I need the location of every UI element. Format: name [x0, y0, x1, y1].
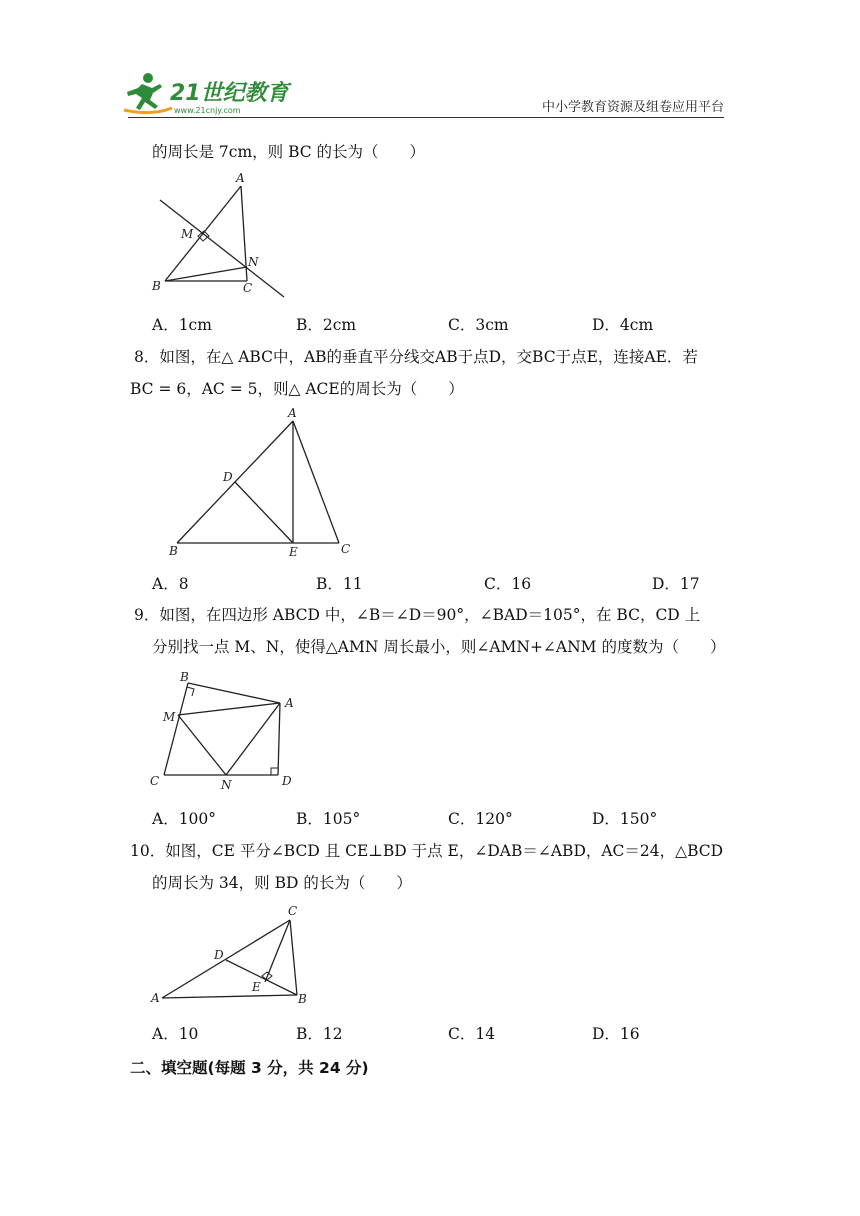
brand-logo	[122, 70, 292, 116]
brand-text: 21世纪教育	[170, 81, 289, 106]
brand-url: www.21cnjy.com	[174, 106, 241, 115]
q7-label-b: B	[152, 279, 161, 293]
q8-label-c: C	[341, 542, 351, 556]
q10-option-a[interactable]: A．10	[152, 1025, 199, 1043]
q9-option-d[interactable]: D．150°	[592, 810, 658, 828]
q9-right-angle-d	[271, 768, 278, 775]
q9-label-d: D	[282, 774, 292, 788]
q7-option-d[interactable]: D．4cm	[592, 316, 654, 334]
q9-label-c: C	[150, 774, 160, 788]
q7-option-c[interactable]: C．3cm	[448, 316, 509, 334]
q10-label-c: C	[288, 904, 298, 918]
platform-name: 中小学教育资源及组卷应用平台	[541, 100, 724, 115]
q7-option-a[interactable]: A．1cm	[152, 316, 212, 334]
q7-label-a: A	[236, 171, 245, 185]
q9-stem-line1: 9．如图，在四边形 ABCD 中，∠B＝∠D＝90°，∠BAD＝105°，在 BC，CD 上	[134, 606, 701, 624]
q7-continuation: 的周长是 7cm，则 BC 的长为（ ）	[152, 143, 426, 161]
q7-option-b[interactable]: B．2cm	[296, 316, 357, 334]
q9-option-c[interactable]: C．120°	[448, 810, 513, 828]
q10-label-b: B	[298, 992, 307, 1006]
q9-option-b[interactable]: B．105°	[296, 810, 361, 828]
q7-label-c: C	[243, 281, 253, 295]
q9-label-n: N	[221, 778, 232, 792]
q8-label-e: E	[289, 545, 298, 559]
q9-stem-line2: 分别找一点 M、N，使得△AMN 周长最小，则∠AMN+∠ANM 的度数为（ ）	[152, 638, 726, 656]
q8-option-c[interactable]: C．16	[484, 575, 532, 593]
q10-option-b[interactable]: B．12	[296, 1025, 343, 1043]
q10-label-a: A	[151, 991, 160, 1005]
q10-figure	[145, 900, 320, 1012]
q9-label-a: A	[285, 696, 294, 710]
q8-option-a[interactable]: A．8	[152, 575, 189, 593]
q8-label-b: B	[169, 544, 178, 558]
q10-option-d[interactable]: D．16	[592, 1025, 640, 1043]
q9-right-angle-b	[187, 687, 194, 696]
q7-label-n: N	[248, 255, 259, 269]
q8-label-d: D	[223, 470, 233, 484]
q7-label-m: M	[181, 227, 194, 241]
section-fill-in-heading: 二、填空题(每题 3 分，共 24 分)	[130, 1059, 369, 1077]
q10-label-e: E	[252, 980, 261, 994]
page-header	[0, 0, 860, 130]
runner-icon	[124, 73, 172, 113]
q10-option-c[interactable]: C．14	[448, 1025, 496, 1043]
q8-figure	[165, 403, 365, 563]
q9-figure	[145, 665, 305, 795]
q8-stem-line1: 8．如图，在△ ABC中，AB的垂直平分线交AB于点D，交BC于点E，连接AE．若	[134, 348, 698, 366]
q10-stem-line2: 的周长为 34，则 BD 的长为（ ）	[152, 874, 412, 892]
q10-label-d: D	[214, 948, 224, 962]
header-divider	[128, 117, 724, 118]
q9-option-a[interactable]: A．100°	[152, 810, 217, 828]
q10-stem-line1: 10．如图，CE 平分∠BCD 且 CE⊥BD 于点 E，∠DAB＝∠ABD，AC＝24，△BCD	[130, 842, 724, 860]
q8-label-a: A	[288, 406, 297, 420]
q9-label-m: M	[163, 710, 176, 724]
q8-stem-line2: BC = 6，AC = 5，则△ ACE的周长为（ ）	[130, 380, 464, 398]
q9-label-b: B	[180, 670, 189, 684]
q7-figure	[150, 170, 295, 300]
q8-option-b[interactable]: B．11	[316, 575, 363, 593]
q8-option-d[interactable]: D．17	[652, 575, 700, 593]
